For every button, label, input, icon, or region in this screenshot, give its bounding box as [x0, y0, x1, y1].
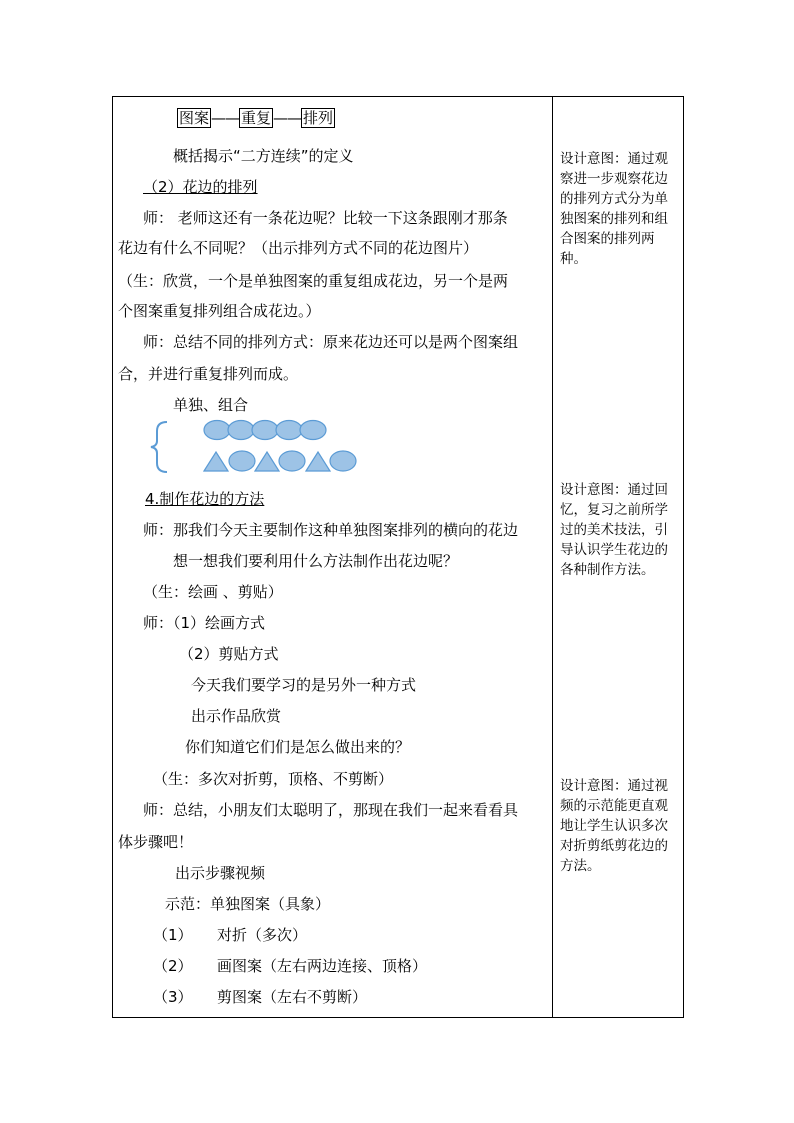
- step-text: 剪图案（左右不剪断）: [217, 988, 368, 1006]
- circle-shape: [276, 421, 302, 440]
- circle-shape: [279, 451, 305, 471]
- step-text: 对折（多次）: [217, 926, 308, 944]
- step-number: （2）: [153, 957, 193, 975]
- concept-heading: [177, 109, 335, 127]
- circle-shape: [229, 451, 255, 471]
- student-line: 个图案重复排列组合成花边。）: [118, 302, 321, 320]
- section-4-heading: 4.制作花边的方法: [145, 490, 265, 508]
- design-intent-note: 设计意图：通过观察进一步观察花边的排列方式分为单独图案的排列和组合图案的排列两种。: [560, 151, 668, 267]
- teacher-line: 师：总结，小朋友们太聪明了，那现在我们一起来看看具: [143, 801, 519, 819]
- teacher-line: 师：（1）绘画方式: [143, 614, 266, 632]
- teacher-line: 师：那我们今天主要制作这种单独图案排列的横向的花边: [143, 521, 519, 539]
- body-line: 出示作品欣赏: [191, 707, 282, 725]
- combined-pattern-row: [204, 451, 356, 471]
- circle-shape: [252, 421, 278, 440]
- heading-dash: ——: [211, 109, 240, 127]
- triangle-shape: [204, 452, 228, 471]
- border-pattern-illustration: [149, 419, 359, 475]
- circle-shape: [330, 451, 356, 471]
- step-number: （3）: [153, 988, 193, 1006]
- body-line: 今天我们要学习的是另外一种方式: [191, 676, 417, 694]
- student-line: （生：多次对折剪，顶格、不剪断）: [153, 770, 394, 788]
- triangle-shape: [255, 452, 279, 471]
- single-pattern-row: [204, 421, 326, 440]
- triangle-shape: [306, 452, 330, 471]
- definition-line: 概括揭示“二方连续”的定义: [173, 147, 354, 165]
- body-line: 你们知道它们们是怎么做出来的？: [185, 738, 411, 756]
- teacher-line: 师：总结不同的排列方式：原来花边还可以是两个图案组: [143, 333, 519, 351]
- column-divider: [552, 97, 553, 1017]
- body-line: 出示步骤视频: [175, 864, 266, 882]
- lesson-table: [112, 96, 684, 1018]
- subheading-border-arrangement: （2）花边的排列: [143, 178, 258, 196]
- method-line: （2）剪贴方式: [179, 645, 279, 663]
- step-text: 画图案（左右两边连接、顶格）: [217, 957, 428, 975]
- student-line: （生：欣赏，一个是单独图案的重复组成花边，另一个是两: [118, 272, 509, 290]
- heading-repeat: 重复: [241, 109, 272, 127]
- design-intent-note: 设计意图：通过回忆，复习之前所学过的美术技法，引导认识学生花边的各种制作方法。: [560, 482, 668, 578]
- teacher-line: 想一想我们要利用什么方法制作出花边呢？: [173, 552, 459, 570]
- teacher-line: 体步骤吧！: [118, 833, 194, 851]
- circle-shape: [300, 421, 326, 440]
- student-line: （生：绘画 、剪贴）: [143, 583, 283, 601]
- demo-line: 示范：单独图案（具象）: [165, 895, 331, 913]
- heading-arrange: 排列: [303, 109, 334, 127]
- teacher-line: 花边有什么不同呢？（出示排列方式不同的花边图片）: [118, 239, 479, 257]
- step-number: （1）: [153, 926, 193, 944]
- brace-icon: [151, 422, 167, 472]
- teacher-line: 合，并进行重复排列而成。: [118, 365, 299, 383]
- design-intent-note: 设计意图：通过视频的示范能更直观地让学生认识多次对折剪纸剪花边的方法。: [560, 778, 668, 874]
- heading-dash: ——: [273, 109, 302, 127]
- heading-pattern: 图案: [179, 109, 210, 127]
- circle-shape: [204, 421, 230, 440]
- circle-shape: [228, 421, 254, 440]
- single-combo-label: 单独、组合: [173, 396, 249, 414]
- teacher-line: 师： 老师这还有一条花边呢？比较一下这条跟刚才那条: [143, 209, 508, 227]
